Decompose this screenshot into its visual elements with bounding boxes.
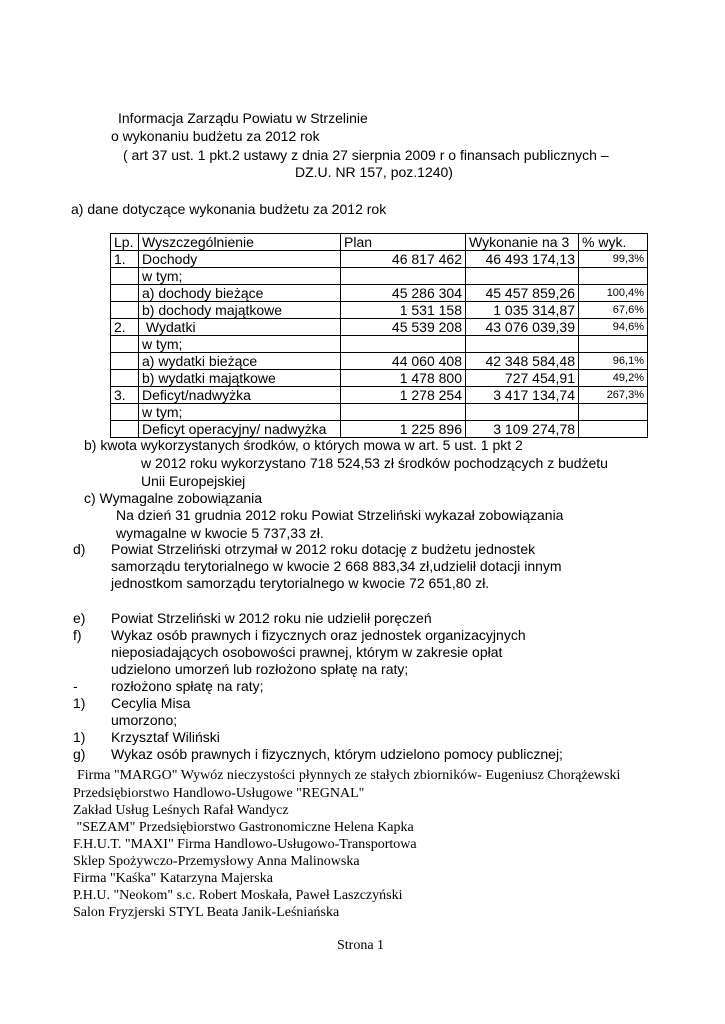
- section-b-heading: b) kwota wykorzystanych środków, o których mowa w art. 5 ust. 1 pkt 2: [84, 437, 523, 453]
- budget-table: [110, 233, 648, 438]
- firm-item: Zakład Usług Leśnych Rafał Wandycz: [73, 803, 289, 818]
- item2-marker: 1): [73, 729, 86, 745]
- cell-pct: [579, 268, 648, 285]
- header-plan: Plan: [341, 234, 466, 251]
- cell-wyk: 46 493 174,13: [466, 251, 579, 268]
- cell-plan: [341, 336, 466, 353]
- section-e-text: Powiat Strzeliński w 2012 roku nie udzielił poręczeń: [111, 610, 432, 626]
- dash-marker: -: [73, 678, 78, 694]
- table-row: [111, 251, 648, 268]
- firm-item: Salon Fryzjerski STYL Beata Janik-Leśniańska: [73, 905, 340, 920]
- cell-wyk: 45 457 859,26: [466, 285, 579, 302]
- table-row: [111, 336, 648, 353]
- firm-item: Przedsiębiorstwo Handlowo-Usługowe "REGNAL": [73, 786, 365, 801]
- doc-title: Informacja Zarządu Powiatu w Strzelinie: [118, 110, 368, 126]
- table-row: [111, 302, 648, 319]
- section-b-text-cont: Unii Europejskiej: [141, 473, 246, 489]
- firm-item: F.H.U.T. "MAXI" Firma Handlowo-Usługowo-Transportowa: [73, 837, 417, 852]
- firm-item: P.H.U. "Neokom" s.c. Robert Moskała, Paweł Laszczyński: [73, 888, 403, 903]
- cell-plan: 44 060 408: [341, 353, 466, 370]
- section-d-text-3: jednostkom samorządu terytorialnego w kwocie 72 651,80 zł.: [111, 575, 490, 591]
- cell-lp: [111, 370, 139, 387]
- section-d-text-2: samorządu terytorialnego w kwocie 2 668 883,34 zł,udzielił dotacji innym: [111, 558, 562, 574]
- cell-pct: 99,3%: [579, 251, 648, 268]
- table-row: [111, 404, 648, 421]
- cell-lp: [111, 353, 139, 370]
- cell-pct: 94,6%: [579, 319, 648, 336]
- section-d-marker: d): [73, 541, 86, 557]
- cell-wyk: 1 035 314,87: [466, 302, 579, 319]
- cell-plan: [341, 404, 466, 421]
- cell-lp: [111, 421, 139, 438]
- table-row: [111, 319, 648, 336]
- section-e-marker: e): [73, 610, 86, 626]
- cell-wyk: 42 348 584,48: [466, 353, 579, 370]
- cell-pct: 96,1%: [579, 353, 648, 370]
- cell-lp: 1.: [111, 251, 139, 268]
- cell-name: a) dochody bieżące: [139, 285, 341, 302]
- cell-name: Deficyt operacyjny/ nadwyżka: [139, 421, 341, 438]
- section-a-title: a) dane dotyczące wykonania budżetu za 2012 rok: [71, 201, 387, 217]
- cell-lp: [111, 404, 139, 421]
- cell-pct: [579, 336, 648, 353]
- cell-name: a) wydatki bieżące: [139, 353, 341, 370]
- dash-text: rozłożono spłatę na raty;: [111, 678, 264, 694]
- item1-text: Cecylia Misa: [111, 695, 191, 711]
- cell-wyk: 3 417 134,74: [466, 387, 579, 404]
- table-header-row: [111, 234, 648, 251]
- cell-pct: [579, 404, 648, 421]
- page-number: Strona 1: [337, 938, 385, 953]
- cell-name: Dochody: [139, 251, 341, 268]
- cell-plan: 45 286 304: [341, 285, 466, 302]
- header-wykonanie: Wykonanie na 3: [466, 234, 579, 251]
- cell-plan: 45 539 208: [341, 319, 466, 336]
- firm-item: Sklep Spożywczo-Przemysłowy Anna Malinowska: [73, 854, 360, 869]
- umorzono-label: umorzono;: [111, 712, 178, 728]
- cell-plan: [341, 268, 466, 285]
- cell-pct: 67,6%: [579, 302, 648, 319]
- cell-name: w tym;: [139, 268, 341, 285]
- cell-name: Wydatki: [139, 319, 341, 336]
- cell-plan: 46 817 462: [341, 251, 466, 268]
- cell-pct: [579, 421, 648, 438]
- table-row: [111, 268, 648, 285]
- cell-plan: 1 278 254: [341, 387, 466, 404]
- table-row: [111, 387, 648, 404]
- header-pct: % wyk.: [579, 234, 648, 251]
- cell-lp: [111, 268, 139, 285]
- cell-lp: [111, 285, 139, 302]
- cell-name: b) dochody majątkowe: [139, 302, 341, 319]
- cell-wyk: 727 454,91: [466, 370, 579, 387]
- cell-wyk: [466, 268, 579, 285]
- header-lp: Lp.: [111, 234, 139, 251]
- section-g-marker: g): [73, 746, 86, 762]
- section-f-text-2: nieposiadających osobowości prawnej, którym w zakresie opłat: [111, 644, 503, 660]
- table-row: [111, 353, 648, 370]
- cell-lp: 3.: [111, 387, 139, 404]
- cell-name: b) wydatki majątkowe: [139, 370, 341, 387]
- cell-lp: [111, 336, 139, 353]
- firm-item: "SEZAM" Przedsiębiorstwo Gastronomiczne Helena Kapka: [73, 820, 414, 835]
- item1-marker: 1): [73, 695, 86, 711]
- cell-name: w tym;: [139, 336, 341, 353]
- cell-lp: [111, 302, 139, 319]
- doc-legal-basis: ( art 37 ust. 1 pkt.2 ustawy z dnia 27 sierpnia 2009 r o finansach publicznych –: [123, 147, 609, 163]
- cell-pct: 100,4%: [579, 285, 648, 302]
- section-b-text: w 2012 roku wykorzystano 718 524,53 zł środków pochodzących z budżetu: [141, 455, 608, 471]
- section-f-text: Wykaz osób prawnych i fizycznych oraz jednostek organizacyjnych: [111, 627, 526, 643]
- cell-wyk: [466, 336, 579, 353]
- section-f-marker: f): [73, 627, 82, 643]
- doc-legal-ref: DZ.U. NR 157, poz.1240): [295, 164, 453, 180]
- item2-text: Krzysztaf Wiliński: [111, 729, 220, 745]
- table-row: [111, 421, 648, 438]
- section-c-text: Na dzień 31 grudnia 2012 roku Powiat Strzeliński wykazał zobowiązania: [116, 507, 564, 523]
- table-row: [111, 370, 648, 387]
- cell-name: w tym;: [139, 404, 341, 421]
- cell-pct: 49,2%: [579, 370, 648, 387]
- section-d-text: Powiat Strzeliński otrzymał w 2012 roku dotację z budżetu jednostek: [111, 541, 536, 557]
- section-f-text-3: udzielono umorzeń lub rozłożono spłatę na raty;: [111, 661, 409, 677]
- cell-plan: 1 225 896: [341, 421, 466, 438]
- section-g-text: Wykaz osób prawnych i fizycznych, którym udzielono pomocy publicznej;: [111, 746, 563, 762]
- table-row: [111, 285, 648, 302]
- section-c-heading: c) Wymagalne zobowiązania: [84, 490, 263, 506]
- doc-subtitle: o wykonaniu budżetu za 2012 rok: [111, 128, 320, 144]
- cell-lp: 2.: [111, 319, 139, 336]
- cell-wyk: 3 109 274,78: [466, 421, 579, 438]
- cell-wyk: 43 076 039,39: [466, 319, 579, 336]
- header-name: Wyszczególnienie: [139, 234, 341, 251]
- cell-pct: 267,3%: [579, 387, 648, 404]
- section-c-text-cont: wymagalne w kwocie 5 737,33 zł.: [116, 525, 324, 541]
- cell-name: Deficyt/nadwyżka: [139, 387, 341, 404]
- firm-item: Firma "MARGO" Wywóz nieczystości płynnych ze stałych zbiorników- Eugeniusz Chorążewski: [77, 768, 621, 783]
- cell-plan: 1 531 158: [341, 302, 466, 319]
- firm-item: Firma "Kaśka" Katarzyna Majerska: [73, 871, 273, 886]
- cell-wyk: [466, 404, 579, 421]
- cell-plan: 1 478 800: [341, 370, 466, 387]
